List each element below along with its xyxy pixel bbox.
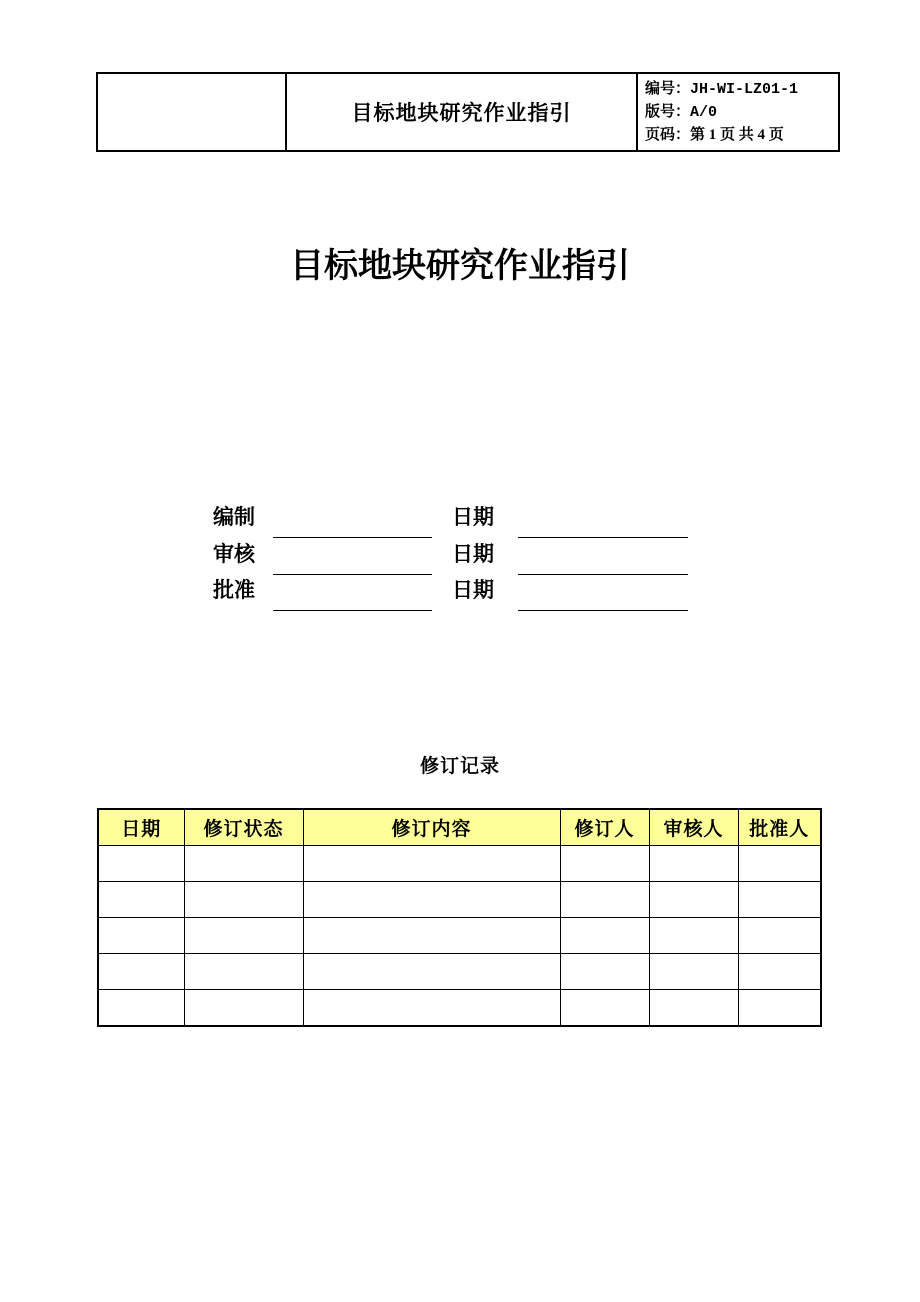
doc-header-row	[97, 73, 839, 151]
revision-table-cell[interactable]	[184, 954, 303, 990]
col-header-date: 日期	[98, 809, 184, 846]
col-header-content: 修订内容	[303, 809, 560, 846]
revision-table-cell[interactable]	[560, 990, 649, 1027]
revision-table-cell[interactable]	[98, 990, 184, 1027]
doc-meta-cell	[637, 73, 839, 151]
revision-table-cell[interactable]	[649, 846, 738, 882]
doc-version-label: 版号：	[645, 103, 691, 120]
revision-table-cell[interactable]	[303, 954, 560, 990]
revision-table-cell[interactable]	[738, 990, 821, 1027]
revision-table-row	[98, 990, 821, 1027]
revision-table-row	[98, 846, 821, 882]
approval-row-reviewed	[213, 541, 688, 578]
doc-header-title: 目标地块研究作业指引	[286, 73, 637, 151]
revision-header-row	[98, 809, 821, 846]
doc-version-value: A/0	[690, 103, 718, 121]
revision-table-cell[interactable]	[738, 918, 821, 954]
revision-table-cell[interactable]	[649, 882, 738, 918]
logo-cell	[97, 73, 286, 151]
revision-table-cell[interactable]	[649, 990, 738, 1027]
revision-table-cell[interactable]	[98, 846, 184, 882]
revision-table-row	[98, 882, 821, 918]
revision-table-cell[interactable]	[184, 918, 303, 954]
doc-page-label: 页码：	[645, 126, 691, 143]
revision-table-cell[interactable]	[184, 882, 303, 918]
revision-table-cell[interactable]	[98, 882, 184, 918]
reviewed-date-label: 日期	[452, 541, 494, 566]
doc-version-line	[645, 101, 836, 124]
revision-table-cell[interactable]	[303, 990, 560, 1027]
col-header-status: 修订状态	[184, 809, 303, 846]
col-header-reviser: 修订人	[560, 809, 649, 846]
revision-table	[97, 808, 822, 1027]
revision-table-cell[interactable]	[184, 846, 303, 882]
revision-table-cell[interactable]	[560, 954, 649, 990]
revision-table-cell[interactable]	[649, 954, 738, 990]
doc-number-value: JH-WI-LZ01-1	[690, 80, 799, 98]
revision-table-cell[interactable]	[738, 954, 821, 990]
doc-page-line	[645, 124, 836, 147]
prepared-date-fill-line[interactable]	[518, 504, 688, 538]
revision-table-cell[interactable]	[560, 882, 649, 918]
prepared-date-label: 日期	[452, 505, 494, 529]
col-header-approver: 批准人	[738, 809, 821, 846]
revision-table-cell[interactable]	[303, 882, 560, 918]
prepared-by-label: 编制	[213, 505, 255, 529]
revision-table-row	[98, 954, 821, 990]
col-header-checker: 审核人	[649, 809, 738, 846]
revision-table-cell[interactable]	[303, 846, 560, 882]
doc-header-table	[96, 72, 840, 152]
approved-by-label: 批准	[213, 578, 255, 602]
approved-date-label: 日期	[452, 578, 494, 602]
approved-date-fill-line[interactable]	[518, 577, 688, 611]
approval-row-prepared	[213, 504, 688, 541]
approved-by-fill-line[interactable]	[273, 577, 432, 611]
reviewed-date-fill-line[interactable]	[518, 541, 688, 575]
revision-table-cell[interactable]	[184, 990, 303, 1027]
revision-table-cell[interactable]	[560, 918, 649, 954]
revision-table-cell[interactable]	[98, 918, 184, 954]
revision-table-row	[98, 918, 821, 954]
revision-table-cell[interactable]	[738, 846, 821, 882]
doc-page-value: 第 1 页 共 4 页	[690, 126, 784, 143]
approval-form	[213, 504, 688, 614]
revision-table-cell[interactable]	[649, 918, 738, 954]
revision-table-cell[interactable]	[560, 846, 649, 882]
revision-record-title: 修订记录	[419, 756, 500, 777]
revision-table-cell[interactable]	[303, 918, 560, 954]
prepared-by-fill-line[interactable]	[273, 504, 432, 538]
revision-table-cell[interactable]	[738, 882, 821, 918]
page-title: 目标地块研究作业指引	[290, 248, 630, 285]
doc-number-line	[645, 78, 836, 101]
doc-number-label: 编号：	[645, 80, 691, 97]
revision-table-cell[interactable]	[98, 954, 184, 990]
reviewed-by-fill-line[interactable]	[273, 541, 432, 575]
reviewed-by-label: 审核	[213, 541, 255, 566]
approval-row-approved	[213, 577, 688, 614]
